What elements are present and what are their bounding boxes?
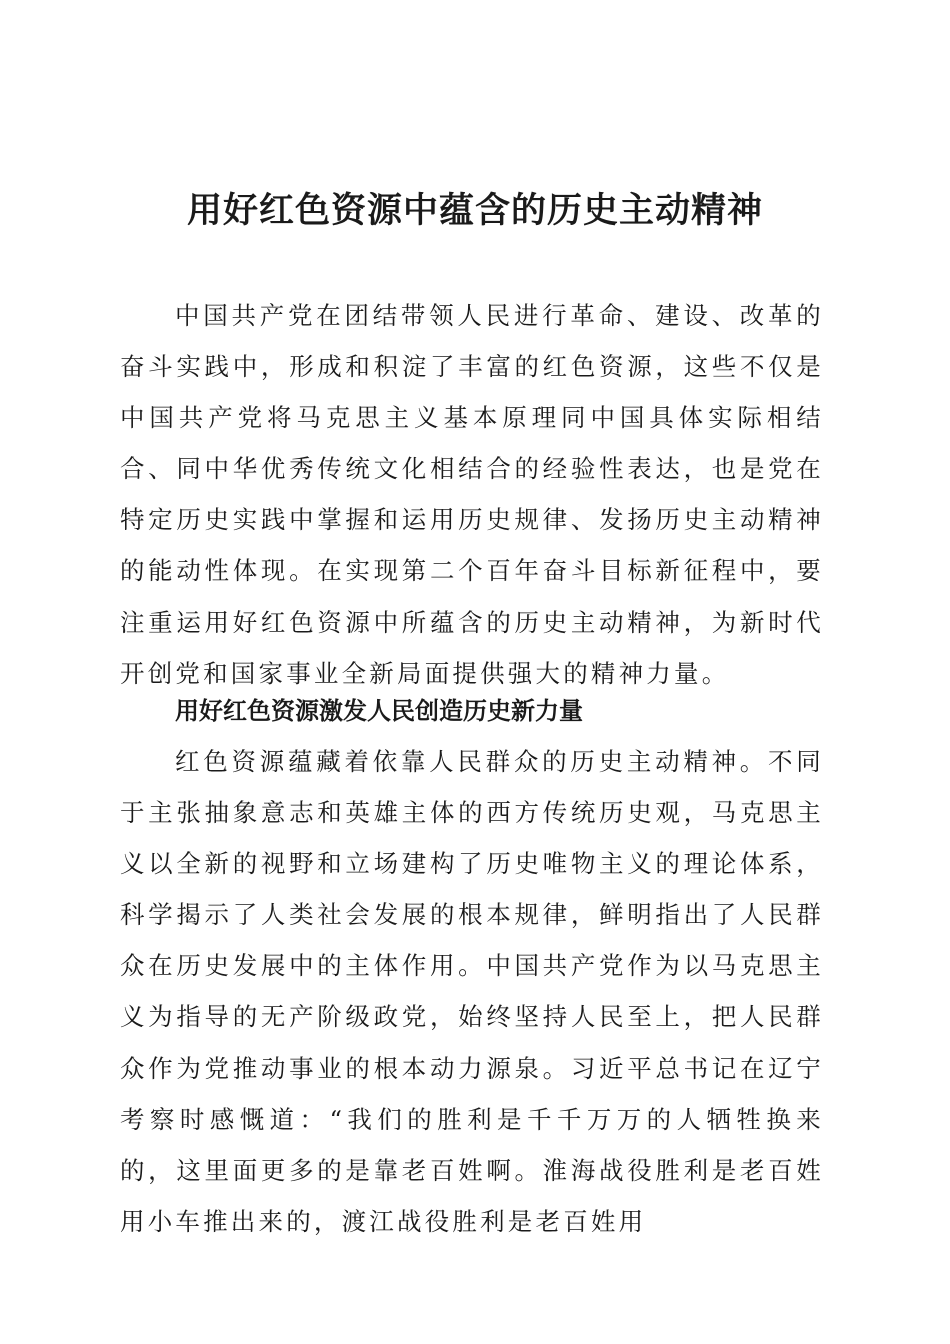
intro-paragraph: 中国共产党在团结带领人民进行革命、建设、改革的奋斗实践中，形成和积淀了丰富的红色资源，这些不仅是中国共产党将马克思主义基本原理同中国具体实际相结合、同中华优秀传统文化相结合的经验性表达，也是党在特定历史实践中掌握和运用历史规律、发扬历史主动精神的能动性体现。在实现第二个百年奋斗目标新征程中，要注重运用好红色资源中所蕴含的历史主动精神，为新时代开创党和国家事业全新局面提供强大的精神力量。 bbox=[120, 301, 824, 688]
document-title: 用好红色资源中蕴含的历史主动精神 bbox=[186, 191, 763, 231]
section-paragraph: 红色资源蕴藏着依靠人民群众的历史主动精神。不同于主张抽象意志和英雄主体的西方传统历史观，马克思主义以全新的视野和立场建构了历史唯物主义的理论体系，科学揭示了人类社会发展的根本规律，鲜明指出了人民群众在历史发展中的主体作用。中国共产党作为以马克思主义为指导的无产阶级政党，始终坚持人民至上，把人民群众作为党推动事业的根本动力源泉。习近平总书记在辽宁考察时感慨道：“我们的胜利是千千万万的人牺牲换来的，这里面更多的是靠老百姓啊。淮海战役胜利是老百姓用小车推出来的，渡江战役胜利是老百姓用 bbox=[120, 747, 824, 1236]
section-heading: 用好红色资源激发人民创造历史新力量 bbox=[175, 697, 583, 725]
